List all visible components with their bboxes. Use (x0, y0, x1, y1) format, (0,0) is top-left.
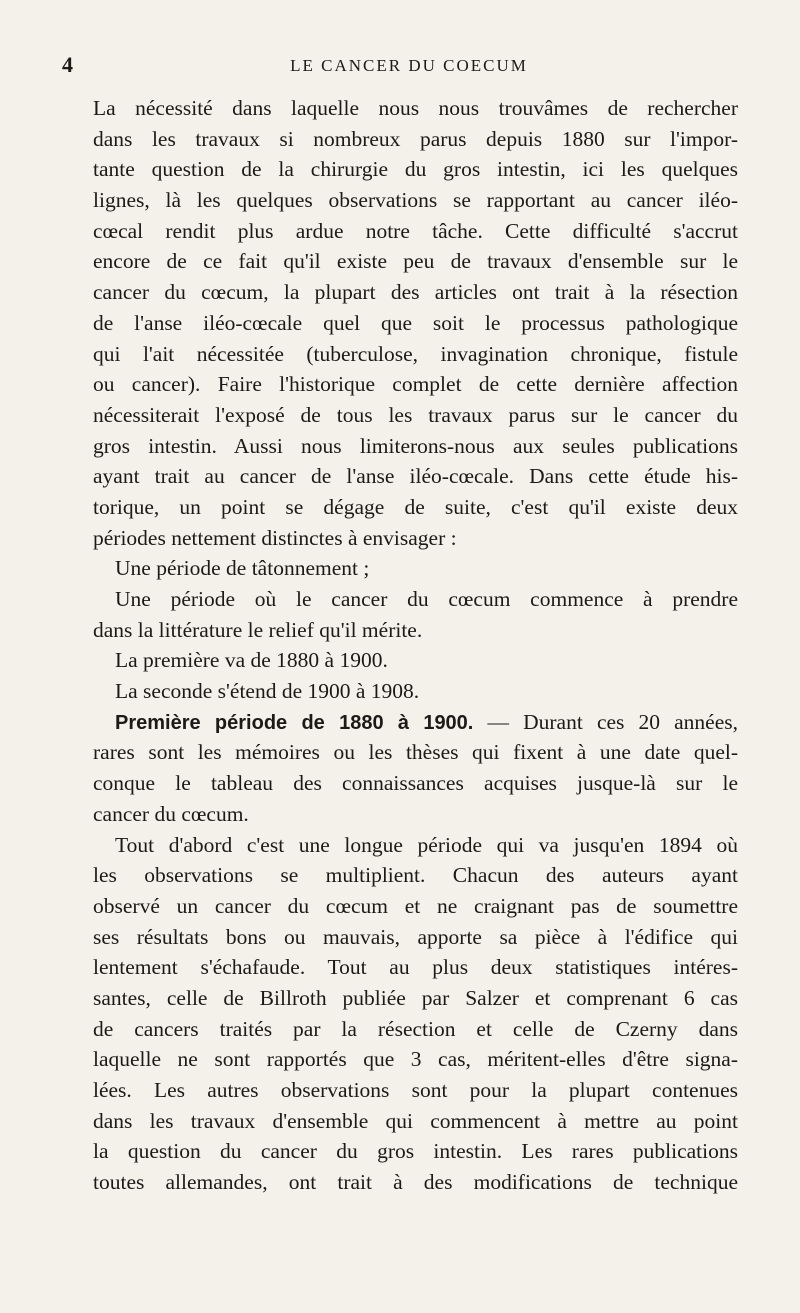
text-line: cœcal rendit plus ardue notre tâche. Cette difficulté s'accrut (93, 218, 738, 243)
text-line: lentement s'échafaude. Tout au plus deux statistiques intéres- (93, 955, 738, 980)
text-line: ou cancer). Faire l'historique complet de cette dernière affection (93, 372, 738, 397)
paragraph: La première va de 1880 à 1900. (115, 648, 388, 673)
text-line: Tout d'abord c'est une longue période qui va jusqu'en 1894 où (115, 832, 738, 857)
text-line: torique, un point se dégage de suite, c'est qu'il existe deux (93, 494, 738, 519)
text-line: de cancers traités par la résection et celle de Czerny dans (93, 1016, 738, 1041)
text-line: laquelle ne sont rapportés que 3 cas, méritent-elles d'être signa- (93, 1047, 738, 1072)
paragraph (93, 584, 738, 645)
text-line: conque le tableau des connaissances acquises jusque-là sur le (93, 771, 738, 796)
text-line: rares sont les mémoires ou les thèses qui fixent à une date quel- (93, 740, 738, 765)
text-line: observé un cancer du cœcum et ne craignant pas de soumettre (93, 893, 738, 918)
text-line: de l'anse iléo-cœcale quel que soit le processus pathologique (93, 310, 738, 335)
text-line: lées. Les autres observations sont pour la plupart contenues (93, 1078, 738, 1102)
running-title: LE CANCER DU COECUM (290, 56, 528, 75)
text-line: cancer du cœcum. (93, 801, 249, 826)
text-line: la question du cancer du gros intestin. Les rares publications (93, 1139, 738, 1164)
text-line: dans les travaux d'ensemble qui commencent à mettre au point (93, 1108, 738, 1133)
body-text (93, 93, 738, 1198)
text-line: cancer du cœcum, la plupart des articles ont trait à la résection (93, 280, 738, 305)
text-line: lignes, là les quelques observations se rapportant au cancer iléo- (93, 188, 738, 213)
page-header (62, 52, 738, 82)
text-line: dans les travaux si nombreux parus depuis 1880 sur l'impor- (93, 126, 738, 151)
text-line: périodes nettement distinctes à envisager : (93, 525, 457, 550)
text-line: toutes allemandes, ont trait à des modifications de technique (93, 1170, 738, 1195)
text-line: Une période où le cancer du cœcum commence à prendre (115, 587, 738, 611)
page-number: 4 (62, 52, 73, 77)
text-line: santes, celle de Billroth publiée par Salzer et comprenant 6 cas (93, 985, 738, 1010)
text-line: les observations se multiplient. Chacun des auteurs ayant (93, 863, 738, 888)
paragraph (93, 830, 738, 1198)
paragraph: La seconde s'étend de 1900 à 1908. (115, 679, 420, 704)
paragraph: Une période de tâtonnement ; (115, 556, 370, 581)
text-line: nécessiterait l'exposé de tous les travaux parus sur le cancer du (93, 402, 738, 427)
text-line (93, 707, 738, 738)
text-run: — Durant ces 20 années, (487, 709, 739, 734)
paragraph (93, 93, 738, 553)
text-line: La nécessité dans laquelle nous nous trouvâmes de rechercher (93, 96, 738, 120)
text-line: dans la littérature le relief qu'il mérite. (93, 617, 423, 642)
text-line: gros intestin. Aussi nous limiterons-nous aux seules publications (93, 433, 738, 458)
text-line: encore de ce fait qu'il existe peu de travaux d'ensemble sur le (93, 249, 738, 274)
text-line: qui l'ait nécessitée (tuberculose, invagination chronique, fistule (93, 341, 738, 366)
text-line: ayant trait au cancer de l'anse iléo-cœcale. Dans cette étude his- (93, 464, 738, 489)
paragraph (93, 707, 738, 830)
section-heading: Première période de 1880 à 1900. (115, 711, 474, 734)
text-line: tante question de la chirurgie du gros intestin, ici les quelques (93, 157, 738, 182)
text-line: ses résultats bons ou mauvais, apporte sa pièce à l'édifice qui (93, 924, 738, 949)
